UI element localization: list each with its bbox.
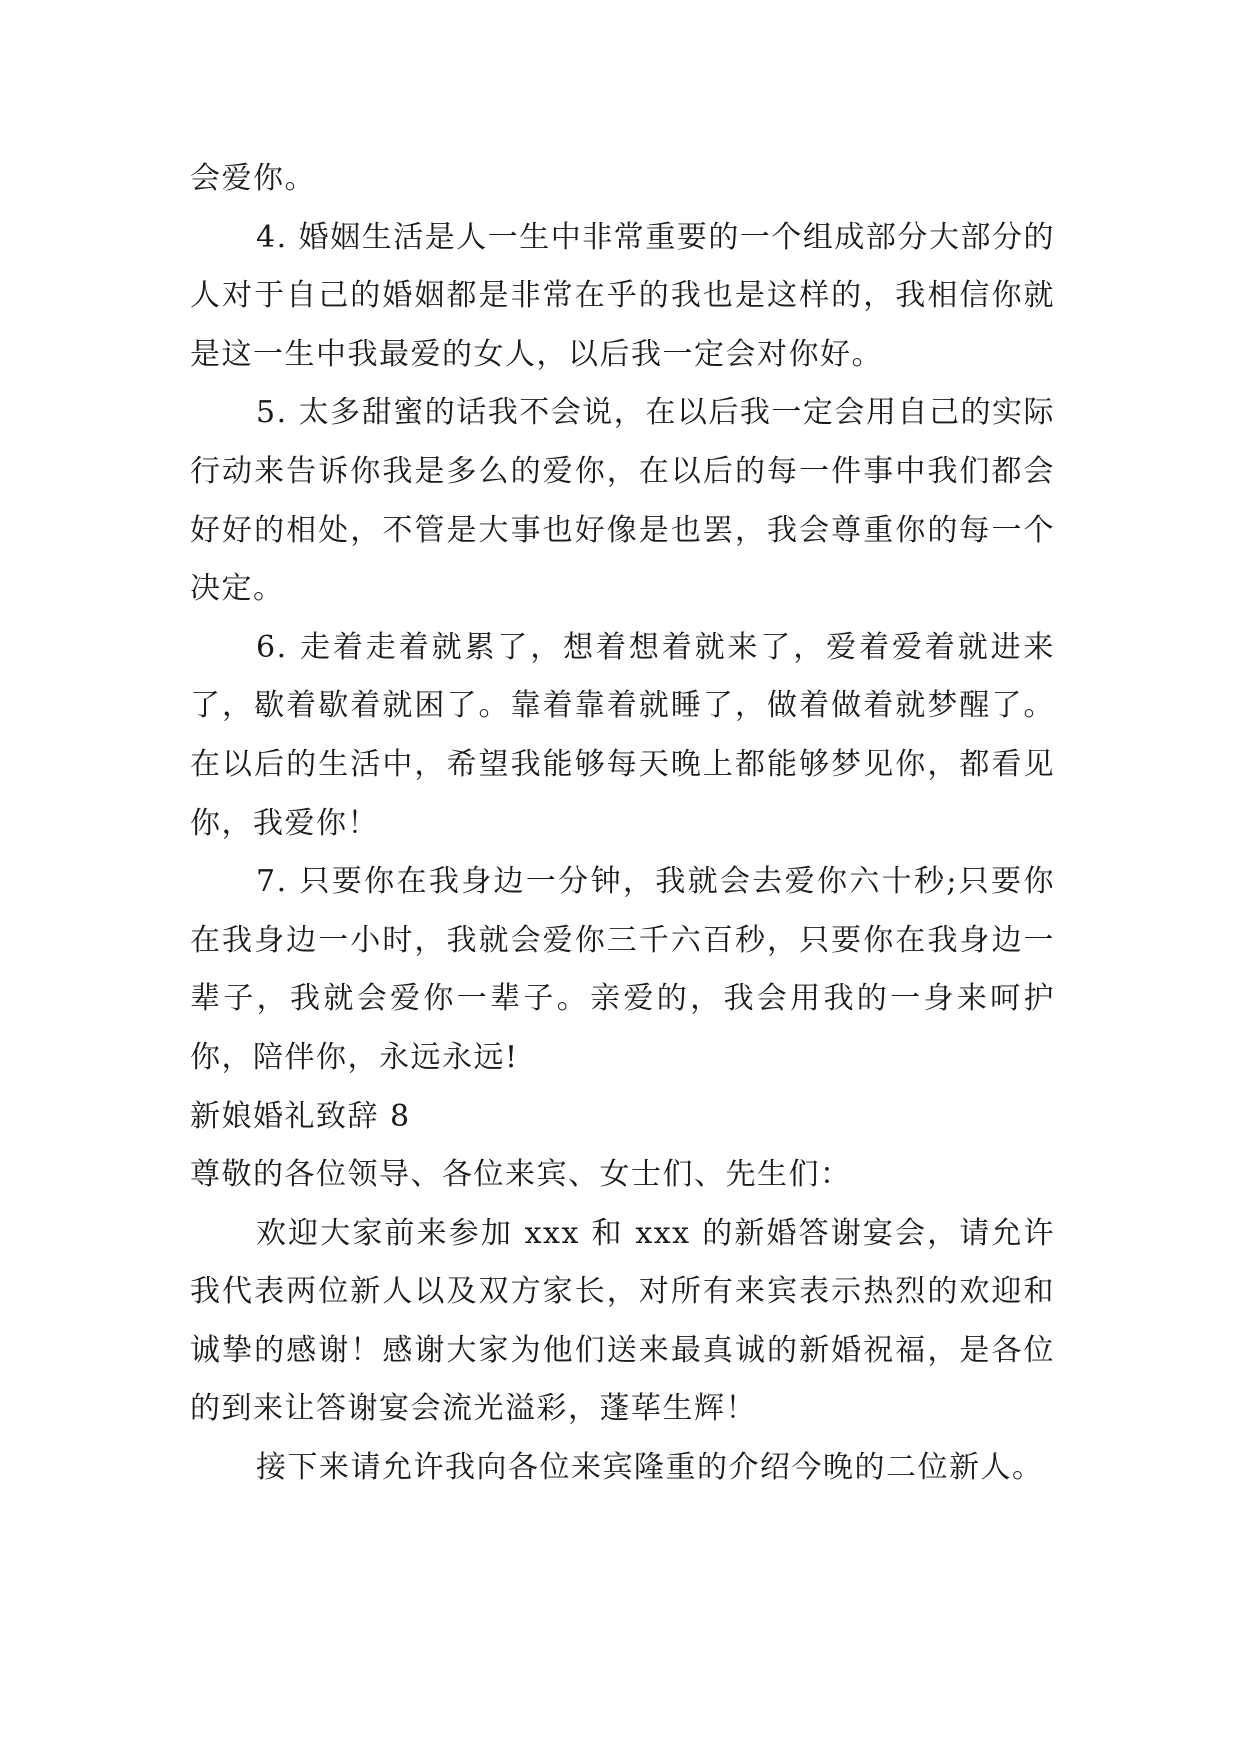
- paragraph-introduction: 接下来请允许我向各位来宾隆重的介绍今晚的二位新人。: [256, 1450, 1044, 1486]
- section-heading: 新娘婚礼致辞 8: [190, 1098, 411, 1134]
- paragraph-item-4: 4. 婚姻生活是人一生中非常重要的一个组成部分大部分的人对于自己的婚姻都是非常在乎的我也是这样的，我相信你就是这一生中我最爱的女人，以后我一定会对你好。: [190, 219, 1055, 372]
- paragraph-welcome: 欢迎大家前来参加 xxx 和 xxx 的新婚答谢宴会，请允许我代表两位新人以及双方家长，对所有来宾表示热烈的欢迎和诚挚的感谢！感谢大家为他们送来最真诚的新婚祝福，是各位的到来让答谢宴会流光溢彩，蓬荜生辉！: [190, 1215, 1055, 1427]
- document-body: [190, 150, 1055, 1498]
- paragraph-item-5: 5. 太多甜蜜的话我不会说，在以后我一定会用自己的实际行动来告诉你我是多么的爱你，在以后的每一件事中我们都会好好的相处，不管是大事也好像是也罢，我会尊重你的每一个决定。: [190, 395, 1055, 607]
- paragraph-item-7: 7. 只要你在我身边一分钟，我就会去爱你六十秒;只要你在我身边一小时，我就会爱你三千六百秒，只要你在我身边一辈子，我就会爱你一辈子。亲爱的，我会用我的一身来呵护你，陪伴你，永远永远!: [190, 864, 1055, 1075]
- salutation: 尊敬的各位领导、各位来宾、女士们、先生们：: [190, 1157, 852, 1193]
- paragraph-item-6: 6. 走着走着就累了，想着想着就来了，爱着爱着就进来了，歇着歇着就困了。靠着靠着就睡了，做着做着就梦醒了。在以后的生活中，希望我能够每天晚上都能够梦见你，都看见你，我爱你！: [190, 629, 1055, 841]
- paragraph-continuation: 会爱你。: [190, 161, 316, 196]
